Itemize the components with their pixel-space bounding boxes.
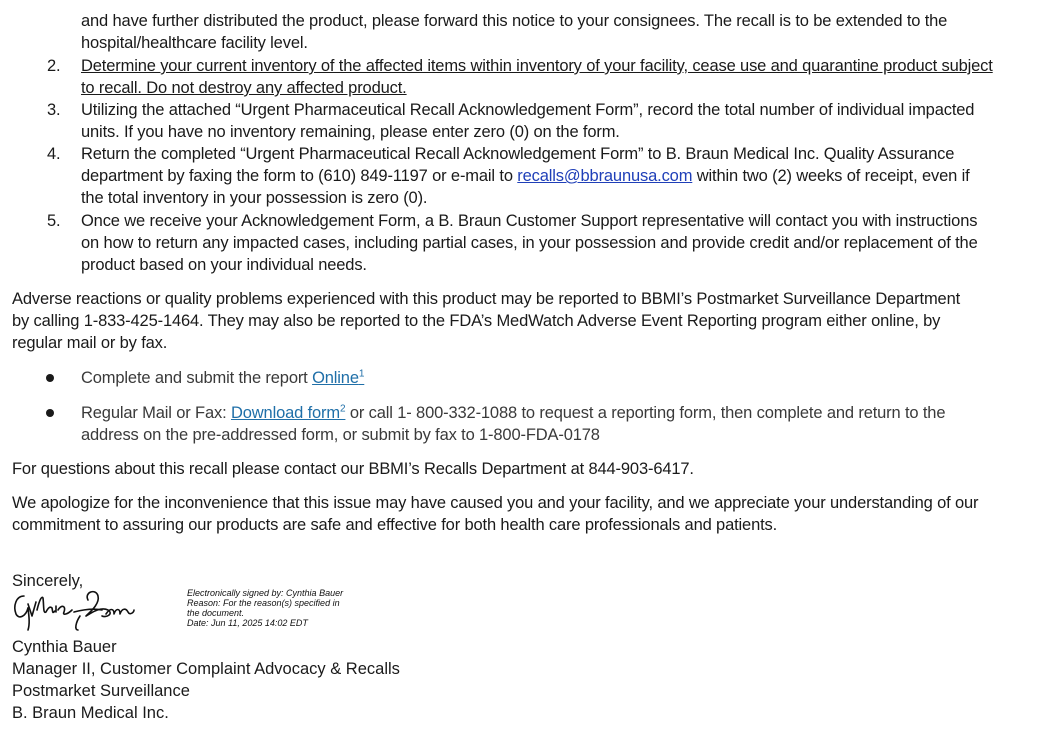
online-report-link[interactable] [312,369,364,387]
step-5-text: Once we receive your Acknowledgement Form, a B. Braun Customer Support representative will contact you with instructions on how to return any impacted cases, including partial cases, in your possession and provide credit and/or replacement of the product based on your individual needs. [81,212,978,274]
esig-signed-by: Electronically signed by: Cynthia Bauer [187,588,344,598]
step-1-line-1: and have further distributed the product, please forward this notice to your consignees. The recall is to be extended to the [81,12,948,30]
bullet-dot [46,374,54,382]
bullet-dot [46,409,54,417]
signer-name: Cynthia Bauer [12,638,117,656]
signer-company: B. Braun Medical Inc. [12,704,169,722]
closing-salutation: Sincerely, [12,572,84,590]
footnote-2-marker[interactable]: 2 [340,403,346,415]
esig-reason-cont: the document. [187,608,245,618]
step-4-text-after: within two (2) weeks of receipt, even if the total inventory in your possession is zero (0). [81,167,970,207]
recalls-email-link[interactable]: recalls@bbraunusa.com [517,167,693,185]
footnote-1-marker[interactable]: 1 [358,368,365,380]
download-form-label[interactable]: Download form [230,404,340,422]
step-3-text: Utilizing the attached “Urgent Pharmaceutical Recall Acknowledgement Form”, record the total number of individual impacted units. If you have no inventory remaining, please enter zero (0) on the form. [81,101,975,141]
signer-department: Postmarket Surveillance [12,682,190,700]
signer-title: Manager II, Customer Complaint Advocacy & Recalls [12,660,400,678]
step-1-text [81,10,996,54]
step-4-number: 4. [47,145,61,163]
step-3-number: 3. [47,101,61,119]
esig-date: Date: Jun 11, 2025 14:02 EDT [187,618,308,628]
online-link-label[interactable]: Online [312,369,359,387]
adverse-reactions-paragraph: Adverse reactions or quality problems experienced with this product may be reported to BBMI’s Postmarket Surveillance Department by calling 1-833-425-1464. They may also be reported to the FDA’s MedWatch Adverse Event Reporting program either online, by regular mail or by fax. [12,290,961,352]
handwritten-signature [10,586,135,632]
step-2-text: Determine your current inventory of the affected items within inventory of your facility, cease use and quarantine product subject to recall. Do not destroy any affected product. [81,57,993,97]
report-online-text: Complete and submit the report [81,369,313,387]
step-4-text [81,143,996,209]
mail-fax-item [81,402,986,446]
electronic-signature-stamp [187,588,367,628]
contact-paragraph: For questions about this recall please contact our BBMI’s Recalls Department at 844-903-6417. [12,460,694,478]
mail-fax-after-text: or call 1- 800-332-1088 to request a reporting form, then complete and return to the address on the pre-addressed form, or submit by fax to 1-800-FDA-0178 [81,404,946,444]
step-1-line-2: hospital/healthcare facility level. [81,34,308,52]
step-2-number: 2. [47,57,61,75]
step-5-number: 5. [47,212,61,230]
report-online-item [81,367,996,389]
mail-fax-text: Regular Mail or Fax: [81,404,231,422]
download-form-link[interactable] [231,404,345,422]
step-4-text-before: Return the completed “Urgent Pharmaceutical Recall Acknowledgement Form” to B. Braun Medical Inc. Quality Assurance department by faxing the form to (610) 849-1197 or e-mail to [81,145,955,185]
apology-paragraph: We apologize for the inconvenience that this issue may have caused you and your facility, and we appreciate your understanding of our commitment to assuring our products are safe and effective for both health care professionals and patients. [12,494,979,534]
esig-reason: Reason: For the reason(s) specified in [187,598,340,608]
